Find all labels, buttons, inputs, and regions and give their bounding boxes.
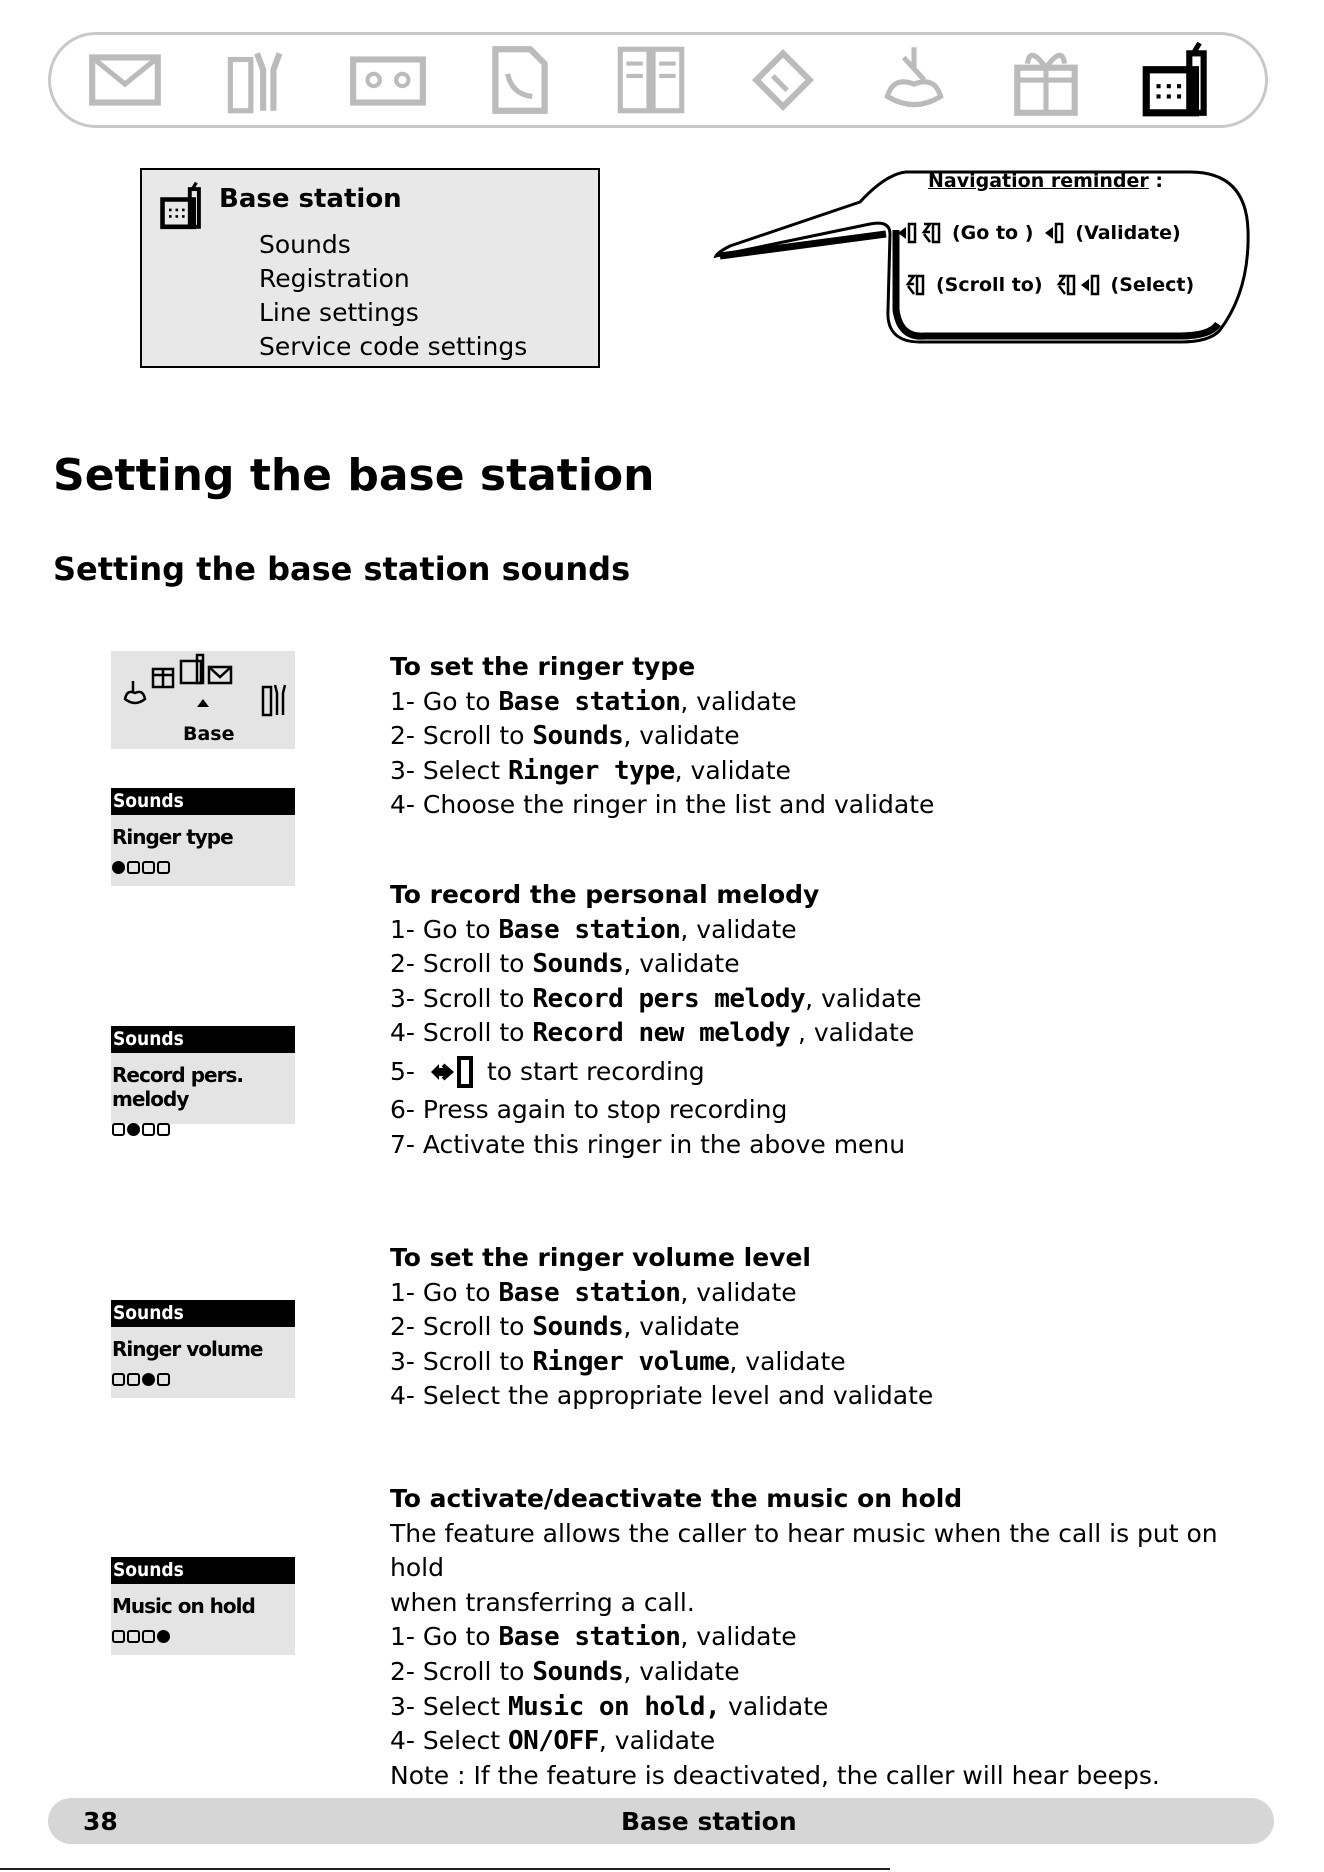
step-text: 3- Select — [390, 755, 508, 785]
step-text: validate — [720, 1691, 829, 1721]
base-station-icon — [1133, 36, 1221, 124]
paragraph-line: when transferring a call. — [390, 1587, 695, 1617]
lcd-music-on-hold — [111, 1557, 295, 1655]
position-dot — [142, 1630, 155, 1643]
lcd-position-dots — [111, 1373, 295, 1386]
menu-command: ON/OFF — [507, 1726, 599, 1757]
bottom-rule — [0, 1868, 890, 1870]
lcd-label: Record pers. melody — [112, 1063, 243, 1111]
key-right-icon — [896, 220, 918, 246]
position-dot — [157, 1373, 170, 1386]
position-dot — [112, 861, 125, 874]
nav-title: Navigation reminder — [928, 170, 1149, 192]
menu-command: Base station — [498, 1277, 681, 1308]
position-dot — [112, 1123, 125, 1136]
step — [390, 1690, 1250, 1725]
page-number: 38 — [83, 1807, 118, 1836]
step — [390, 982, 1250, 1017]
step-text: , validate — [623, 1312, 740, 1342]
key-updown-icon — [904, 272, 926, 298]
step-text: 2- Scroll to — [390, 1312, 533, 1342]
handset-icon — [739, 36, 827, 124]
menu-command: Sounds — [532, 721, 624, 752]
step-text: , validate — [680, 1622, 797, 1652]
position-dot — [127, 1373, 140, 1386]
step-text: , validate — [623, 721, 740, 751]
step: 4- Choose the ringer in the list and validate — [390, 790, 935, 820]
lcd-menu-icons — [111, 651, 295, 721]
lcd-position-dots — [111, 861, 295, 874]
open-book-icon — [607, 36, 695, 124]
step-text: 3- Scroll to — [390, 1346, 533, 1376]
step — [390, 1620, 1250, 1655]
lcd-position-dots — [111, 1630, 295, 1643]
step-text: , validate — [623, 949, 740, 979]
lcd-header: Sounds — [111, 1557, 295, 1584]
lcd-label: Ringer type — [112, 825, 233, 849]
menu-command: Ringer type — [507, 755, 675, 786]
menu-command: Sounds — [532, 1656, 624, 1687]
step-text: , validate — [729, 1346, 846, 1376]
position-dot — [157, 1123, 170, 1136]
block-title: To activate/deactivate the music on hold — [390, 1484, 963, 1513]
menu-command: Base station — [498, 914, 681, 945]
menu-command: Base station — [498, 686, 681, 717]
step — [390, 913, 1250, 948]
step-text: , validate — [674, 755, 791, 785]
section-title: Setting the base station sounds — [53, 550, 631, 588]
step-text: 1- Go to — [390, 1277, 499, 1307]
page-title: Setting the base station — [53, 450, 655, 501]
step — [390, 685, 1250, 720]
step: 4- Select the appropriate level and validate — [390, 1381, 934, 1411]
menu-command: Record pers melody — [532, 983, 806, 1014]
menu-icon-bar — [48, 32, 1268, 128]
position-dot — [157, 1630, 170, 1643]
position-dot — [127, 1123, 140, 1136]
menu-item-registration: Registration — [259, 264, 410, 293]
step — [390, 1276, 1250, 1311]
menu-item-service-code-settings: Service code settings — [259, 332, 528, 361]
step — [390, 1051, 1250, 1093]
step — [390, 719, 1250, 754]
step-text: , validate — [680, 1277, 797, 1307]
lcd-header: Sounds — [111, 788, 295, 815]
nav-validate: (Validate) — [1075, 222, 1181, 244]
key-right-icon — [1079, 272, 1101, 298]
step-text: , validate — [680, 914, 797, 944]
step-text: , validate — [805, 983, 922, 1013]
nav-colon: : — [1148, 170, 1164, 192]
lcd-ringer-type — [111, 788, 295, 886]
menu-command: Ringer volume — [532, 1346, 730, 1377]
position-dot — [142, 1373, 155, 1386]
block-title: To record the personal melody — [390, 880, 820, 909]
menu-box-title: Base station — [219, 184, 402, 214]
nav-select: (Select) — [1110, 274, 1195, 296]
cassette-icon — [344, 36, 432, 124]
lcd-label: Ringer volume — [112, 1337, 263, 1361]
step: 6- Press again to stop recording — [390, 1094, 788, 1124]
music-on-hold-instructions — [390, 1482, 1250, 1793]
step-text: 1- Go to — [390, 914, 499, 944]
step — [390, 1345, 1250, 1380]
step-text: 4- Scroll to — [390, 1018, 533, 1048]
step-text: to start recording — [486, 1056, 705, 1086]
step-text: 1- Go to — [390, 1622, 499, 1652]
menu-box — [140, 168, 600, 368]
position-dot — [127, 861, 140, 874]
step-text: 2- Scroll to — [390, 1656, 533, 1686]
clock-icon — [870, 36, 958, 124]
key-updown-icon — [1055, 272, 1077, 298]
step — [390, 1724, 1250, 1759]
block-title: To set the ringer type — [390, 652, 696, 681]
lcd-base-label: Base — [183, 723, 235, 745]
step-text: 4- Select — [390, 1726, 508, 1756]
lcd-position-dots — [111, 1123, 295, 1136]
menu-command: Sounds — [532, 1312, 624, 1343]
ringer-type-instructions — [390, 650, 1250, 823]
step — [390, 754, 1250, 789]
key-updown-icon — [920, 220, 942, 246]
menu-item-line-settings: Line settings — [259, 298, 419, 327]
nav-goto: (Go to ) — [952, 222, 1034, 244]
position-dot — [127, 1630, 140, 1643]
menu-command: Record new melody — [532, 1018, 791, 1049]
position-dot — [112, 1373, 125, 1386]
step-text: , validate — [680, 686, 797, 716]
note: Note : If the feature is deactivated, the caller will hear beeps. — [390, 1760, 1160, 1790]
navigation-reminder — [710, 160, 1260, 350]
menu-command: Sounds — [532, 949, 624, 980]
menu-item-sounds: Sounds — [259, 230, 351, 259]
step-text: 2- Scroll to — [390, 721, 533, 751]
step-text: 1- Go to — [390, 686, 499, 716]
ringer-volume-instructions — [390, 1241, 1250, 1414]
step-text: , validate — [598, 1726, 716, 1756]
key-right-icon — [1043, 220, 1065, 246]
step-text: 2- Scroll to — [390, 949, 533, 979]
position-dot — [142, 861, 155, 874]
position-dot — [157, 861, 170, 874]
lcd-ringer-volume — [111, 1300, 295, 1398]
tools-icon — [213, 36, 301, 124]
step-text: 3- Scroll to — [390, 983, 533, 1013]
step-text: 3- Select — [390, 1691, 508, 1721]
menu-items — [259, 228, 527, 364]
nav-scroll: (Scroll to) — [936, 274, 1043, 296]
lcd-header: Sounds — [111, 1300, 295, 1327]
lcd-label: Music on hold — [112, 1594, 255, 1618]
menu-command: Music on hold, — [507, 1691, 721, 1722]
record-melody-instructions — [390, 878, 1250, 1162]
base-station-icon — [156, 180, 208, 232]
step-text: , validate — [623, 1656, 740, 1686]
step-text: , validate — [790, 1018, 915, 1048]
envelope-icon — [81, 36, 169, 124]
menu-command: Base station — [498, 1622, 681, 1653]
step — [390, 947, 1250, 982]
page-footer — [48, 1798, 1274, 1844]
paragraph-line: The feature allows the caller to hear music when the call is put on hold — [390, 1518, 1218, 1583]
phone-book-icon — [476, 36, 564, 124]
step-text: 5- — [390, 1056, 415, 1086]
position-dot — [112, 1630, 125, 1643]
step — [390, 1016, 1250, 1051]
block-title: To set the ringer volume level — [390, 1243, 811, 1272]
step: 7- Activate this ringer in the above menu — [390, 1129, 906, 1159]
lcd-base-menu — [111, 651, 295, 749]
footer-title: Base station — [621, 1807, 797, 1836]
step — [390, 1655, 1250, 1690]
position-dot — [142, 1123, 155, 1136]
step — [390, 1310, 1250, 1345]
gift-icon — [1002, 36, 1090, 124]
lcd-record-melody — [111, 1026, 295, 1124]
key-right-icon — [429, 1055, 477, 1089]
lcd-header: Sounds — [111, 1026, 295, 1053]
